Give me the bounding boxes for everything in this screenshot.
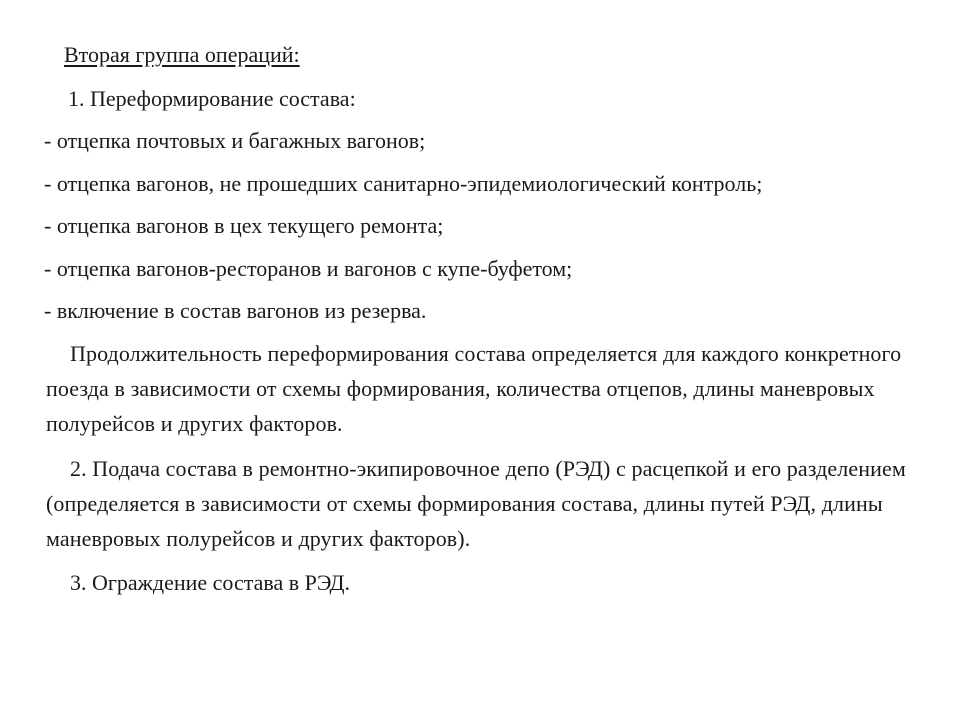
bullet-item: - отцепка почтовых и багажных вагонов;: [44, 128, 426, 153]
bullet-item: - отцепка вагонов-ресторанов и вагонов с купе-буфетом;: [44, 256, 573, 281]
bullet-item: - отцепка вагонов в цех текущего ремонта;: [44, 213, 444, 238]
bullet-item: - отцепка вагонов, не прошедших санитарно-эпидемиологический контроль;: [44, 171, 763, 196]
section-heading: Вторая группа операций:: [64, 42, 300, 67]
item-2-paragraph: 2. Подача состава в ремонтно-экипировочное депо (РЭД) с расцепкой и его разделением (определяется в зависимости от схемы формирования состава, длины путей РЭД, длины маневровых полурейсов и других факторов).: [46, 456, 906, 551]
duration-paragraph: Продолжительность переформирования состава определяется для каждого конкретного поезда в зависимости от схемы формирования, количества отцепов, длины маневровых полурейсов и других факторов.: [46, 341, 902, 436]
item-1-title: 1. Переформирование состава:: [68, 86, 356, 111]
bullet-item: - включение в состав вагонов из резерва.: [44, 298, 427, 323]
item-3-paragraph: 3. Ограждение состава в РЭД.: [70, 570, 351, 595]
